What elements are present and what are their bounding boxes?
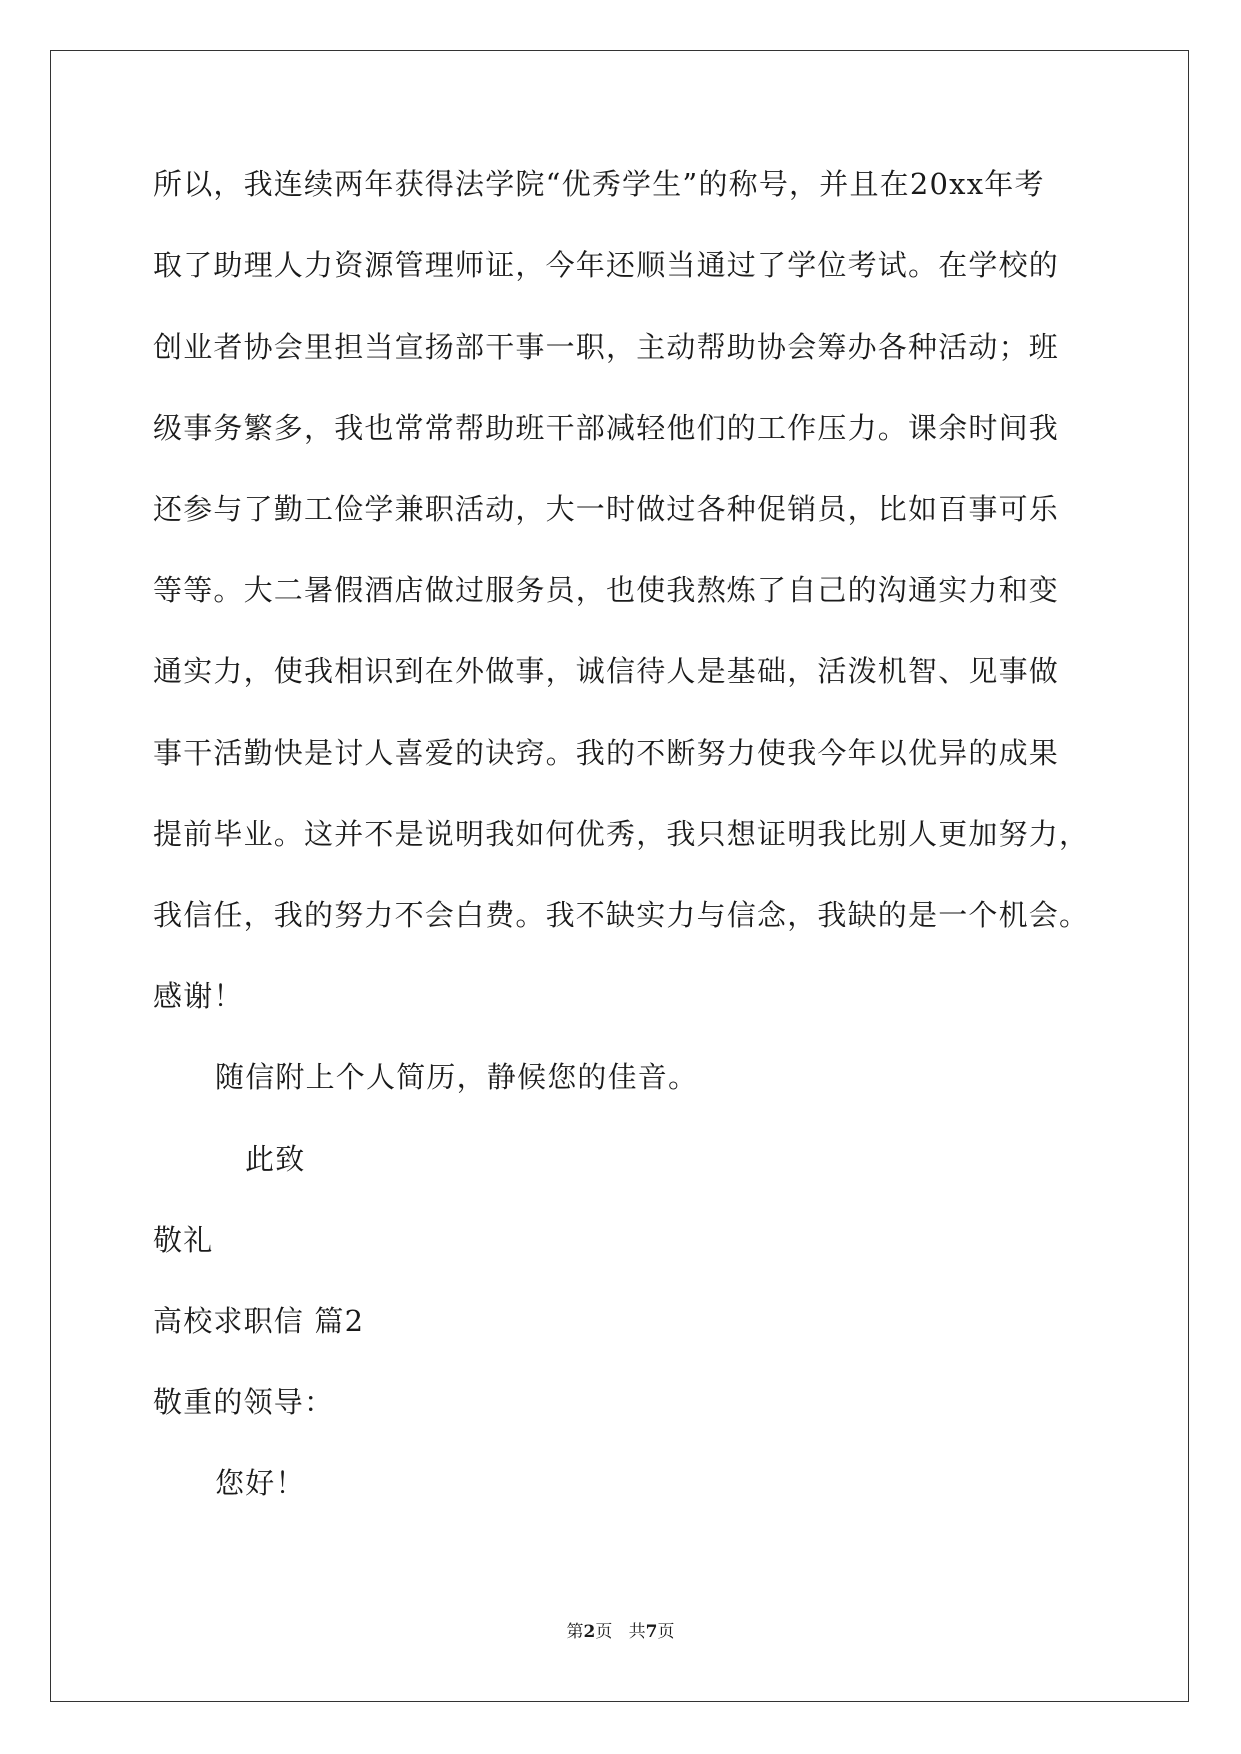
paragraph-line: 等等。大二暑假酒店做过服务员，也使我熬炼了自己的沟通实力和变 bbox=[153, 573, 1060, 607]
section-title: 高校求职信 篇2 bbox=[153, 1304, 365, 1338]
paragraph-line: 感谢！ bbox=[153, 979, 244, 1013]
paragraph-line: 创业者协会里担当宣扬部干事一职，主动帮助协会筹办各种活动；班 bbox=[153, 330, 1060, 364]
page-border bbox=[50, 50, 1189, 1702]
page-prefix: 第 bbox=[566, 1622, 584, 1642]
paragraph-line: 提前毕业。这并不是说明我如何优秀，我只想证明我比别人更加努力， bbox=[153, 817, 1090, 851]
closing-line: 此致 bbox=[245, 1142, 306, 1176]
total-page-number: 7 bbox=[645, 1622, 658, 1642]
paragraph-line: 我信任，我的努力不会白费。我不缺实力与信念，我缺的是一个机会。 bbox=[153, 898, 1090, 932]
page-mid: 页 共 bbox=[595, 1622, 646, 1642]
paragraph-line: 还参与了勤工俭学兼职活动，大一时做过各种促销员，比如百事可乐 bbox=[153, 492, 1060, 526]
page-suffix: 页 bbox=[657, 1622, 675, 1642]
page-footer bbox=[0, 1620, 1241, 1644]
current-page-number: 2 bbox=[583, 1622, 596, 1642]
salutation: 敬重的领导： bbox=[153, 1385, 335, 1419]
closing-line: 敬礼 bbox=[153, 1223, 214, 1257]
paragraph-line: 所以，我连续两年获得法学院“优秀学生”的称号，并且在20xx年考 bbox=[153, 167, 1045, 201]
paragraph-line: 级事务繁多，我也常常帮助班干部减轻他们的工作压力。课余时间我 bbox=[153, 411, 1060, 445]
attachment-line: 随信附上个人简历，静候您的佳音。 bbox=[215, 1060, 699, 1094]
paragraph-line: 取了助理人力资源管理师证，今年还顺当通过了学位考试。在学校的 bbox=[153, 248, 1060, 282]
paragraph-line: 通实力，使我相识到在外做事，诚信待人是基础，活泼机智、见事做 bbox=[153, 654, 1060, 688]
greeting: 您好！ bbox=[215, 1466, 306, 1500]
paragraph-line: 事干活勤快是讨人喜爱的诀窍。我的不断努力使我今年以优异的成果 bbox=[153, 736, 1060, 770]
